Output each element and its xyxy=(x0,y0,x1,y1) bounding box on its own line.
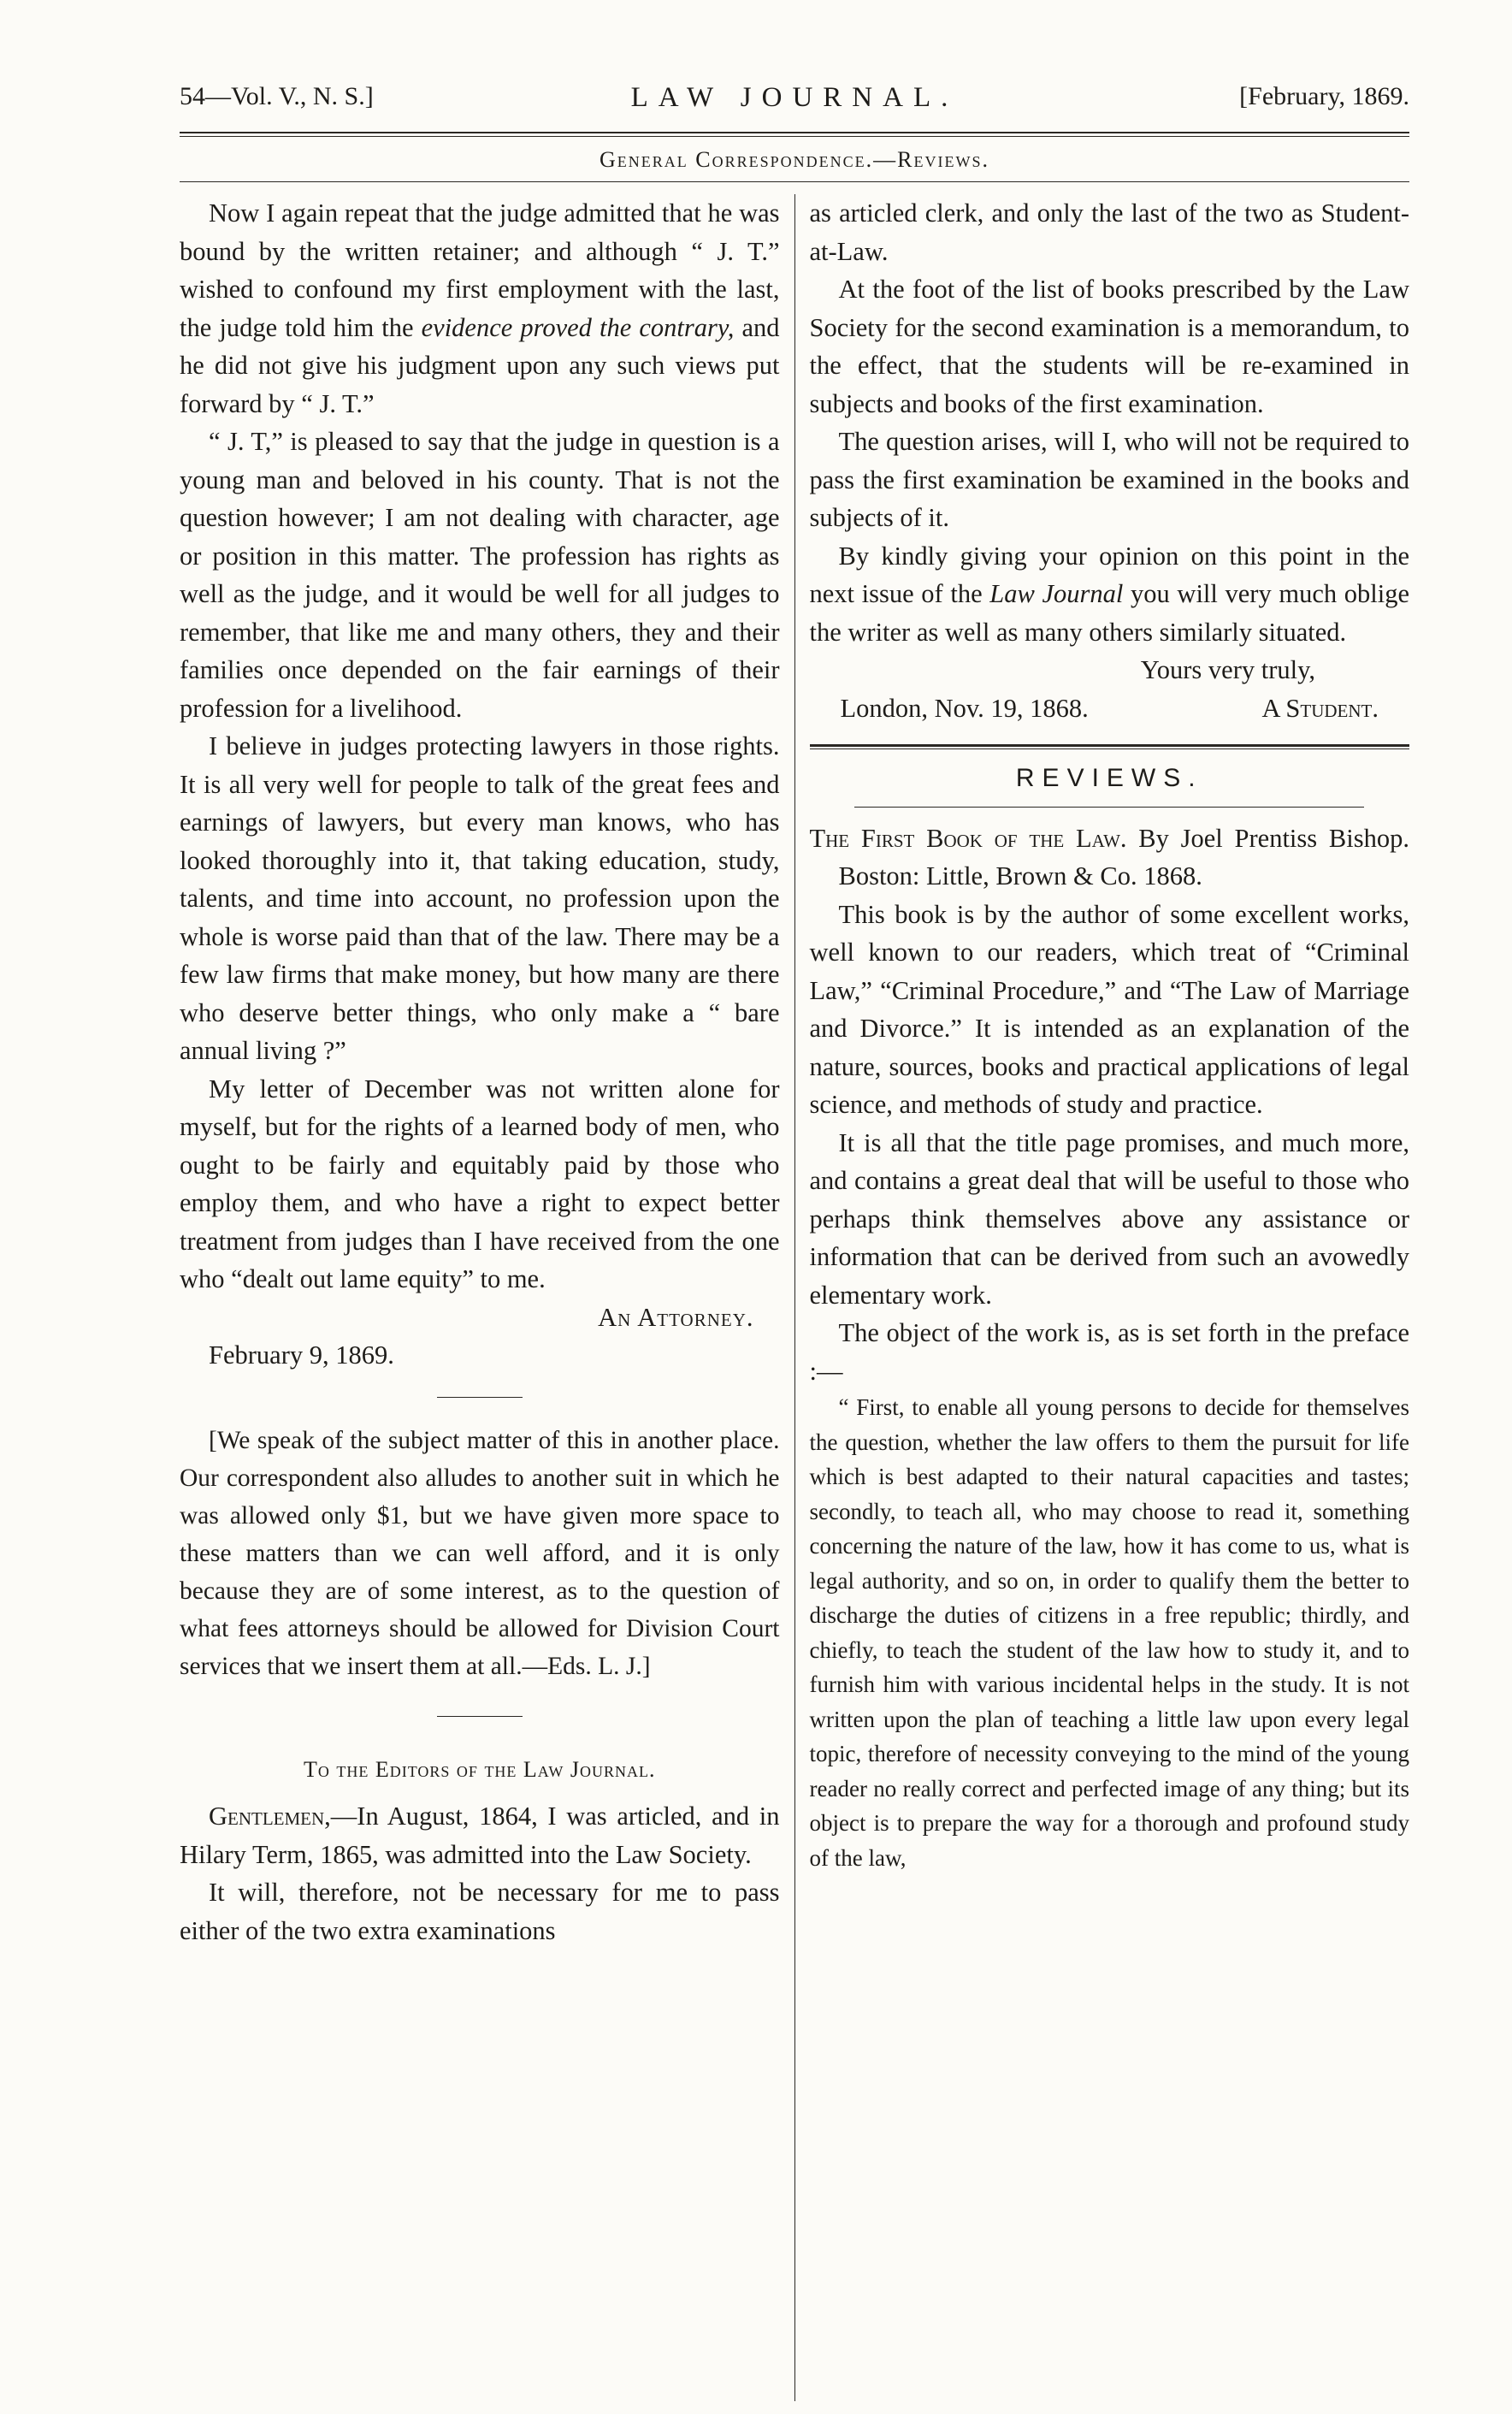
issue-date: [February, 1869. xyxy=(1239,82,1409,110)
paragraph: “ J. T,” is pleased to say that the judge in question is a young man and beloved in his county. That is not the question however; I am not dealing with character, age or position in this matter. The profession has rights as well as the judge, and it would be well for all judges to remember, that like me and many others, they and their families once depended on the fair earnings of their profession for a livelihood. xyxy=(180,427,780,723)
text: and he did not give his judgment upon any such views put forward by “ J. T.” xyxy=(180,312,780,418)
letter-place-date: London, Nov. 19, 1868. xyxy=(840,693,1089,723)
text: By kindly giving your opinion on this point in the next issue of the xyxy=(809,541,1409,608)
editors-note: [We speak of the subject matter of this in another place. Our correspondent also alludes to another suit in which he was allowed only $1, but we have given more space to these matters than we can well afford, and it is only because they are of some interest, as to the question of what fees attorneys should be allowed for Division Court services that we insert them at all.—Eds. L. J.] xyxy=(180,1426,780,1680)
letter-footer xyxy=(810,689,1410,728)
section-rule xyxy=(810,744,1410,749)
paragraph xyxy=(180,1797,780,1873)
letter-date: February 9, 1869. xyxy=(209,1340,394,1370)
heading-rule xyxy=(854,807,1364,808)
right-column xyxy=(795,194,1410,2401)
letter-signature: A Student. xyxy=(1261,693,1379,723)
journal-title: LAW JOURNAL. xyxy=(630,82,959,113)
page-header xyxy=(180,82,1409,132)
paragraph xyxy=(180,194,780,423)
paragraph: The object of the work is, as is set forth in the preface :— xyxy=(809,1318,1409,1386)
separator-rule xyxy=(437,1397,523,1398)
subheader-rule xyxy=(180,181,1409,182)
salutation: Gentlemen, xyxy=(209,1802,331,1831)
text: —In August, 1864, I was articled, and in Hilary Term, 1865, was admitted into the Law Society. xyxy=(180,1802,780,1869)
preface-quote: “ First, to enable all young persons to decide for themselves the question, whether the law offers to them the pursuit for life which is best adapted to their natural capacities and tastes; secondly, to teach all, who may choose to read it, something concerning the nature of the law, how it has come to us, what is legal authority, and so on, in order to qualify them the better to discharge the duties of citizens in a free republic; thirdly, and chiefly, to teach the student of the law how to study it, and to furnish him with various incidental helps in the study. It is not written upon the plan of teaching a little law upon every legal topic, therefore of necessity conveying to the mind of the young reader no really correct and perfected image of any thing; but its object is to prepare the way for a thorough and profound study of the law, xyxy=(809,1394,1409,1871)
paragraph: The question arises, will I, who will not be required to pass the first examination be examined in the books and subjects of it. xyxy=(809,427,1409,532)
paragraph: This book is by the author of some excellent works, well known to our readers, which treat of “Criminal Law,” “Criminal Procedure,” and “The Law of Marriage and Divorce.” It is intended as an explanation of the nature, sources, books and practical applications of legal science, and methods of study and practice. xyxy=(809,899,1409,1119)
reviews-heading: REVIEWS. xyxy=(1015,764,1203,792)
letter-signature: An Attorney. xyxy=(598,1302,754,1332)
section-subheader: General Correspondence.—Reviews. xyxy=(599,147,989,172)
book-title: The First Book of the Law. xyxy=(809,823,1127,853)
left-column xyxy=(180,194,794,2401)
page-number-volume: 54—Vol. V., N. S.] xyxy=(180,82,374,110)
book-info: By Joel Prentiss Bishop. Boston: Little, Brown & Co. 1868. xyxy=(838,823,1409,890)
text: Now I again repeat that the judge admitted that he was bound by the written retainer; and although “ J. T.” wished to confound my first employment with the last, the judge told him the xyxy=(180,198,780,342)
emphasis: Law Journal xyxy=(989,579,1124,608)
paragraph: I believe in judges protecting lawyers in those rights. It is all very well for people to talk of the great fees and earnings of lawyers, but every man knows, who has looked thoroughly into it, that taking education, study, talents, and time into account, no profession upon the whole is worse paid than that of the law. There may be a few law firms that make money, but how many are there who deserve better things, who only make a “ bare annual living ?” xyxy=(180,731,780,1065)
emphasis: evidence proved the contrary, xyxy=(421,312,735,342)
paragraph xyxy=(810,537,1410,652)
journal-page xyxy=(180,82,1409,2383)
text: you will very much oblige the writer as well as many others similarly situated. xyxy=(809,579,1410,647)
letter-address: To the Editors of the Law Journal. xyxy=(304,1756,656,1782)
paragraph: It will, therefore, not be necessary for me to pass either of the two extra examinations xyxy=(180,1878,780,1945)
paragraph: At the foot of the list of books prescribed by the Law Society for the second examination is a memorandum, to the effect, that the students will be re-examined in subjects and books of the first examination. xyxy=(809,275,1409,418)
columns xyxy=(180,194,1409,2401)
paragraph: It is all that the title page promises, and much more, and contains a great deal that will be useful to those who perhaps think themselves above any assistance or information that can be derived from such an avowedly elementary work. xyxy=(809,1127,1409,1310)
letter-closing: Yours very truly, xyxy=(1140,655,1315,684)
separator-rule xyxy=(437,1716,523,1717)
book-citation xyxy=(810,819,1410,896)
paragraph: My letter of December was not written alone for myself, but for the rights of a learned body of men, who ought to be fairly and equitably paid by those who employ them, and who have a right to expect better treatment from judges than I have received from the one who “dealt out lame equity” to me. xyxy=(180,1074,780,1293)
paragraph: as articled clerk, and only the last of the two as Student-at-Law. xyxy=(809,198,1409,266)
